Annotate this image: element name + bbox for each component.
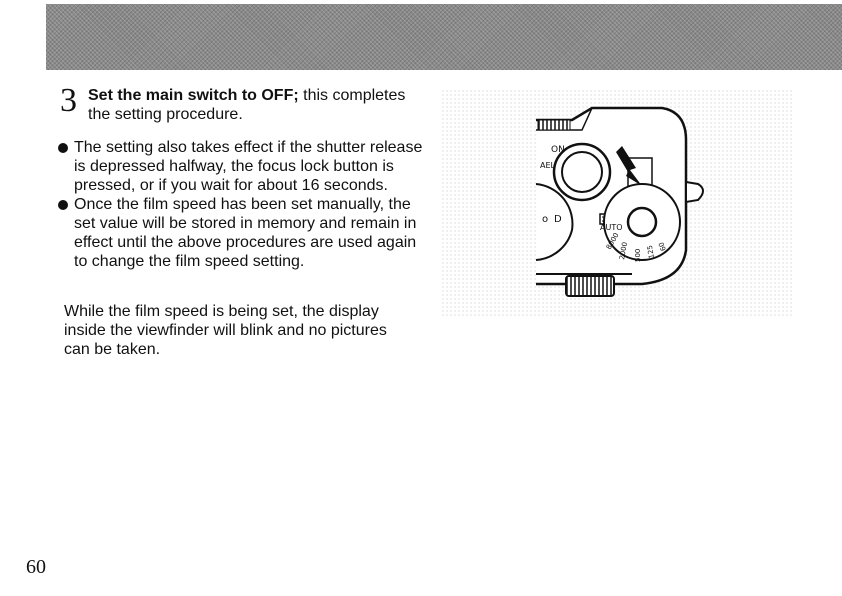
- knurled-edge: [538, 120, 570, 130]
- step-plain-text: this completes: [298, 87, 406, 104]
- shutter-button: [566, 276, 614, 296]
- bullet-icon: [58, 200, 68, 210]
- svg-text:125: 125: [645, 244, 656, 260]
- step-number: 3: [60, 82, 77, 119]
- header-band: [46, 4, 842, 70]
- step-text: [88, 86, 420, 124]
- bullet-icon: [58, 143, 68, 153]
- svg-text:8000: 8000: [604, 231, 621, 251]
- step-3: [60, 82, 420, 124]
- svg-text:60: 60: [657, 240, 668, 253]
- svg-text:D: D: [554, 214, 562, 225]
- svg-text:2000: 2000: [618, 241, 630, 261]
- note-text: While the film speed is being set, the display inside the viewfinder will blink and no pictures can be taken.: [64, 303, 387, 358]
- step-continuation: the setting procedure.: [88, 106, 243, 123]
- bullet-list: [58, 138, 428, 271]
- bullet-item: [58, 138, 428, 195]
- switch-ael-label: AEL: [540, 161, 555, 170]
- bullet-text: Once the film speed has been set manually, the set value will be stored in memory and remain in effect until the above procedures are used again to change the film speed setting.: [74, 196, 417, 270]
- camera-top-illustration: [442, 90, 794, 318]
- page-number: 60: [26, 556, 46, 578]
- step-bold-text: Set the main switch to OFF;: [88, 87, 299, 104]
- bullet-text: The setting also takes effect if the shutter release is depressed halfway, the focus lock button is pressed, or if you wait for about 16 seconds.: [74, 139, 423, 194]
- bullet-item: [58, 195, 428, 271]
- switch-on-label: ON: [551, 145, 565, 155]
- auto-label: AUTO: [600, 223, 623, 232]
- svg-text:500: 500: [634, 248, 642, 262]
- svg-text:o: o: [542, 214, 549, 225]
